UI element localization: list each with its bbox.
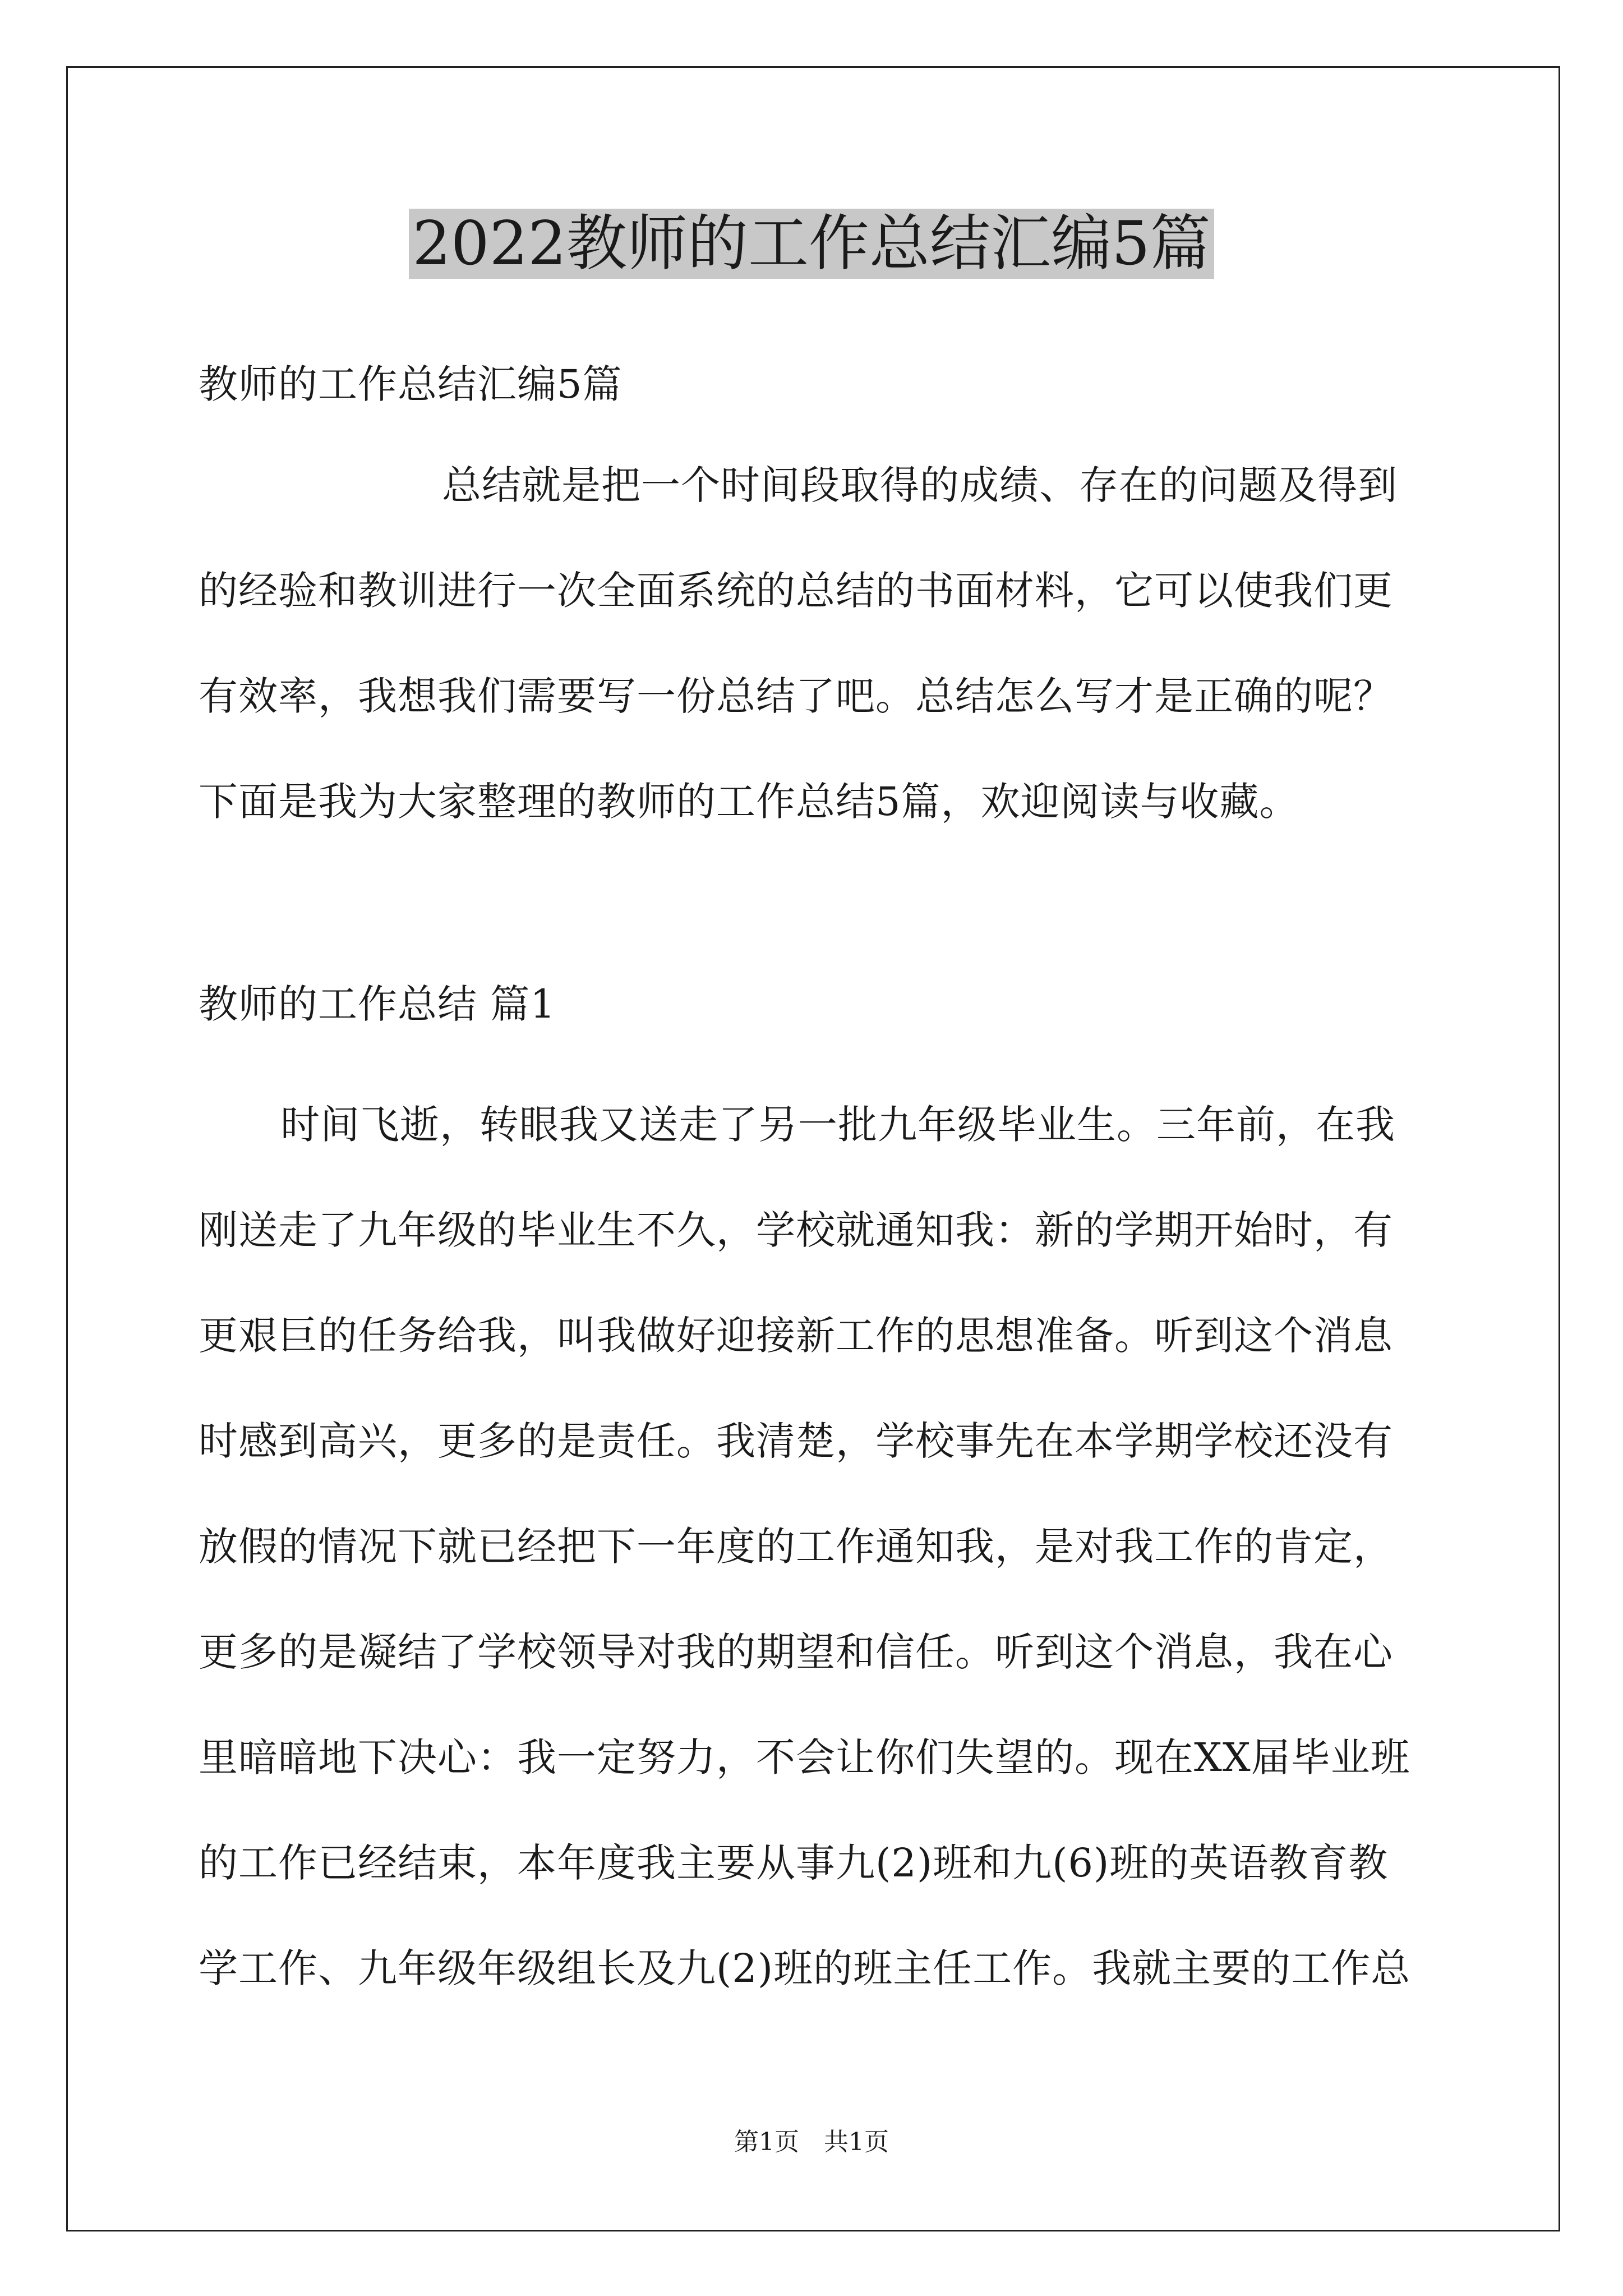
body-line: 的工作已经结束，本年度我主要从事九(2)班和九(6)班的英语教育教 [199,1840,1389,1886]
body-line: 学工作、九年级年级组长及九(2)班的班主任工作。我就主要的工作总 [199,1945,1411,1991]
body-line: 时间飞逝，转眼我又送走了另一批九年级毕业生。三年前，在我 [280,1102,1395,1148]
body-line: 更艰巨的任务给我，叫我做好迎接新工作的思想准备。听到这个消息 [199,1313,1393,1359]
intro-line: 的经验和教训进行一次全面系统的总结的书面材料，它可以使我们更 [199,568,1393,614]
intro-line: 有效率，我想我们需要写一份总结了吧。总结怎么写才是正确的呢？ [199,673,1393,719]
body-line: 放假的情况下就已经把下一年度的工作通知我，是对我工作的肯定， [199,1524,1393,1570]
body-line: 里暗暗地下决心：我一定努力，不会让你们失望的。现在XX届毕业班 [199,1734,1410,1780]
document-title-text: 2022教师的工作总结汇编5篇 [409,209,1214,279]
intro-line: 下面是我为大家整理的教师的工作总结5篇，欢迎阅读与收藏。 [199,779,1299,825]
section-heading: 教师的工作总结 篇1 [199,981,556,1027]
body-line: 时感到高兴，更多的是责任。我清楚，学校事先在本学期学校还没有 [199,1418,1393,1464]
body-line: 刚送走了九年级的毕业生不久，学校就通知我：新的学期开始时，有 [199,1207,1393,1253]
document-subtitle: 教师的工作总结汇编5篇 [199,361,623,407]
document-title [0,205,1623,283]
body-line: 更多的是凝结了学校领导对我的期望和信任。听到这个消息，我在心 [199,1629,1393,1675]
intro-line: 总结就是把一个时间段取得的成绩、存在的问题及得到 [442,462,1398,508]
page-footer: 第1页 共1页 [734,2128,889,2156]
